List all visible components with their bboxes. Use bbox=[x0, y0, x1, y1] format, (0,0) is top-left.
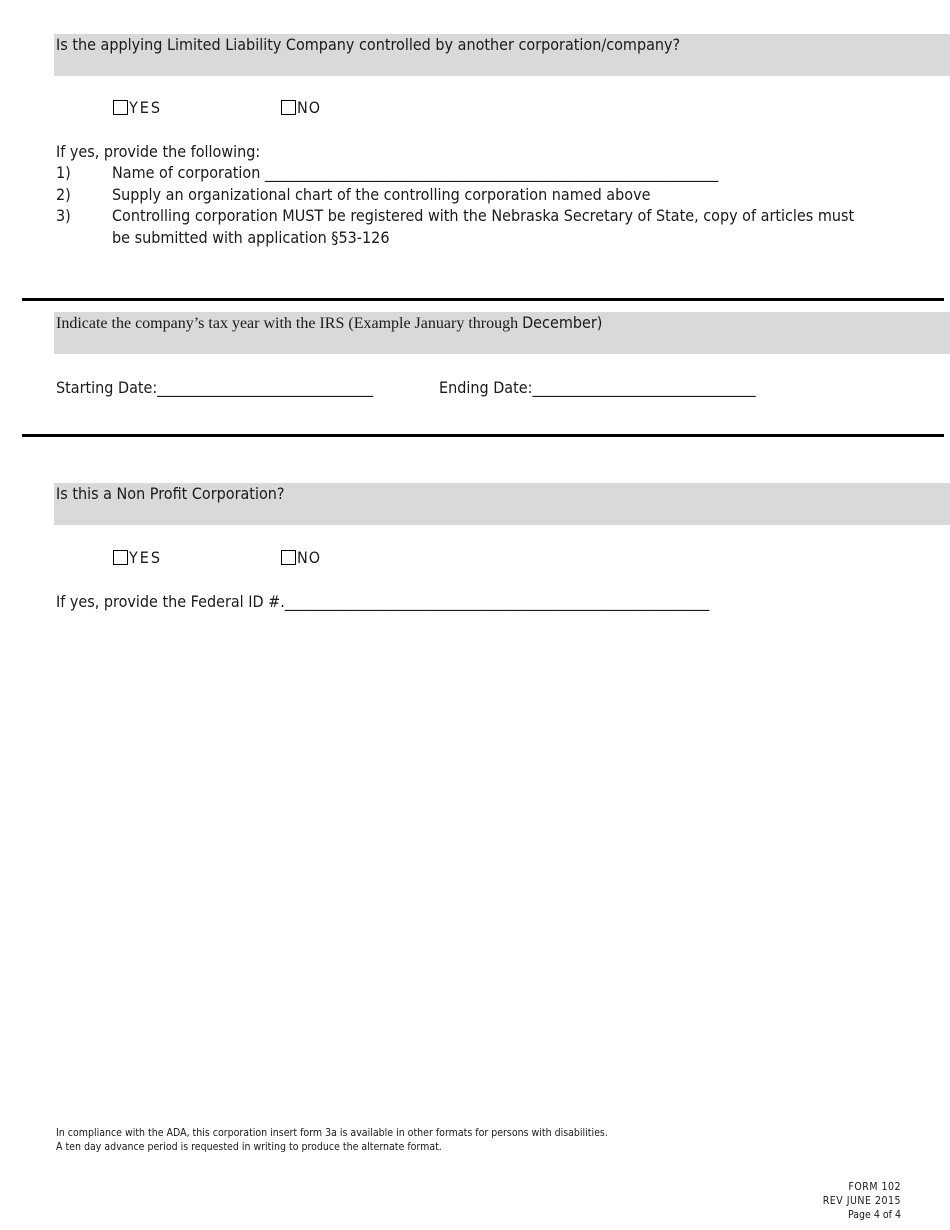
form-number: FORM 102 bbox=[848, 1181, 901, 1193]
item-number-3: 3) bbox=[56, 206, 71, 225]
ending-date-field[interactable]: Ending Date:_______________________________ bbox=[439, 378, 756, 397]
section-header-tax-year bbox=[54, 312, 950, 354]
revision-date: REV JUNE 2015 bbox=[822, 1195, 901, 1207]
no-label: NO bbox=[297, 548, 322, 567]
question-tax-year-tail: December) bbox=[522, 313, 603, 332]
item-org-chart: Supply an organizational chart of the controlling corporation named above bbox=[112, 185, 651, 204]
yes-checkbox-controlled[interactable] bbox=[113, 98, 162, 118]
item-registration-line-2: be submitted with application §53-126 bbox=[112, 228, 390, 247]
question-tax-year bbox=[56, 313, 602, 334]
item-name-of-corporation[interactable]: Name of corporation _______________________________________________________________ bbox=[112, 163, 719, 182]
checkbox-box[interactable] bbox=[281, 100, 296, 115]
checkbox-box[interactable] bbox=[113, 100, 128, 115]
starting-date-field[interactable]: Starting Date:______________________________ bbox=[56, 378, 374, 397]
checkbox-box[interactable] bbox=[113, 550, 128, 565]
divider bbox=[22, 298, 944, 301]
yes-label: YES bbox=[129, 548, 163, 567]
federal-id-field[interactable]: If yes, provide the Federal ID #.___________________________________________________________ bbox=[56, 592, 710, 611]
if-yes-intro: If yes, provide the following: bbox=[56, 142, 261, 161]
section-header-nonprofit bbox=[54, 483, 950, 525]
page-number: Page 4 of 4 bbox=[848, 1209, 901, 1221]
item-registration-line-1: Controlling corporation MUST be registered with the Nebraska Secretary of State, copy of articles must bbox=[112, 206, 855, 225]
item-number-1: 1) bbox=[56, 163, 71, 182]
no-label: NO bbox=[297, 98, 322, 117]
divider bbox=[22, 434, 944, 437]
checkbox-box[interactable] bbox=[281, 550, 296, 565]
no-checkbox-nonprofit[interactable] bbox=[281, 548, 321, 568]
item-number-2: 2) bbox=[56, 185, 71, 204]
yes-checkbox-nonprofit[interactable] bbox=[113, 548, 162, 568]
yes-label: YES bbox=[129, 98, 163, 117]
question-tax-year-serif: Indicate the company’s tax year with the IRS (Example January through bbox=[56, 315, 523, 332]
ada-notice-line-2: A ten day advance period is requested in writing to produce the alternate format. bbox=[56, 1141, 442, 1153]
no-checkbox-controlled[interactable] bbox=[281, 98, 321, 118]
question-nonprofit: Is this a Non Profit Corporation? bbox=[56, 484, 285, 503]
section-header-controlled bbox=[54, 34, 950, 76]
question-controlled: Is the applying Limited Liability Company controlled by another corporation/company? bbox=[56, 35, 681, 54]
ada-notice-line-1: In compliance with the ADA, this corporation insert form 3a is available in other formats for persons with disabilities. bbox=[56, 1127, 608, 1139]
